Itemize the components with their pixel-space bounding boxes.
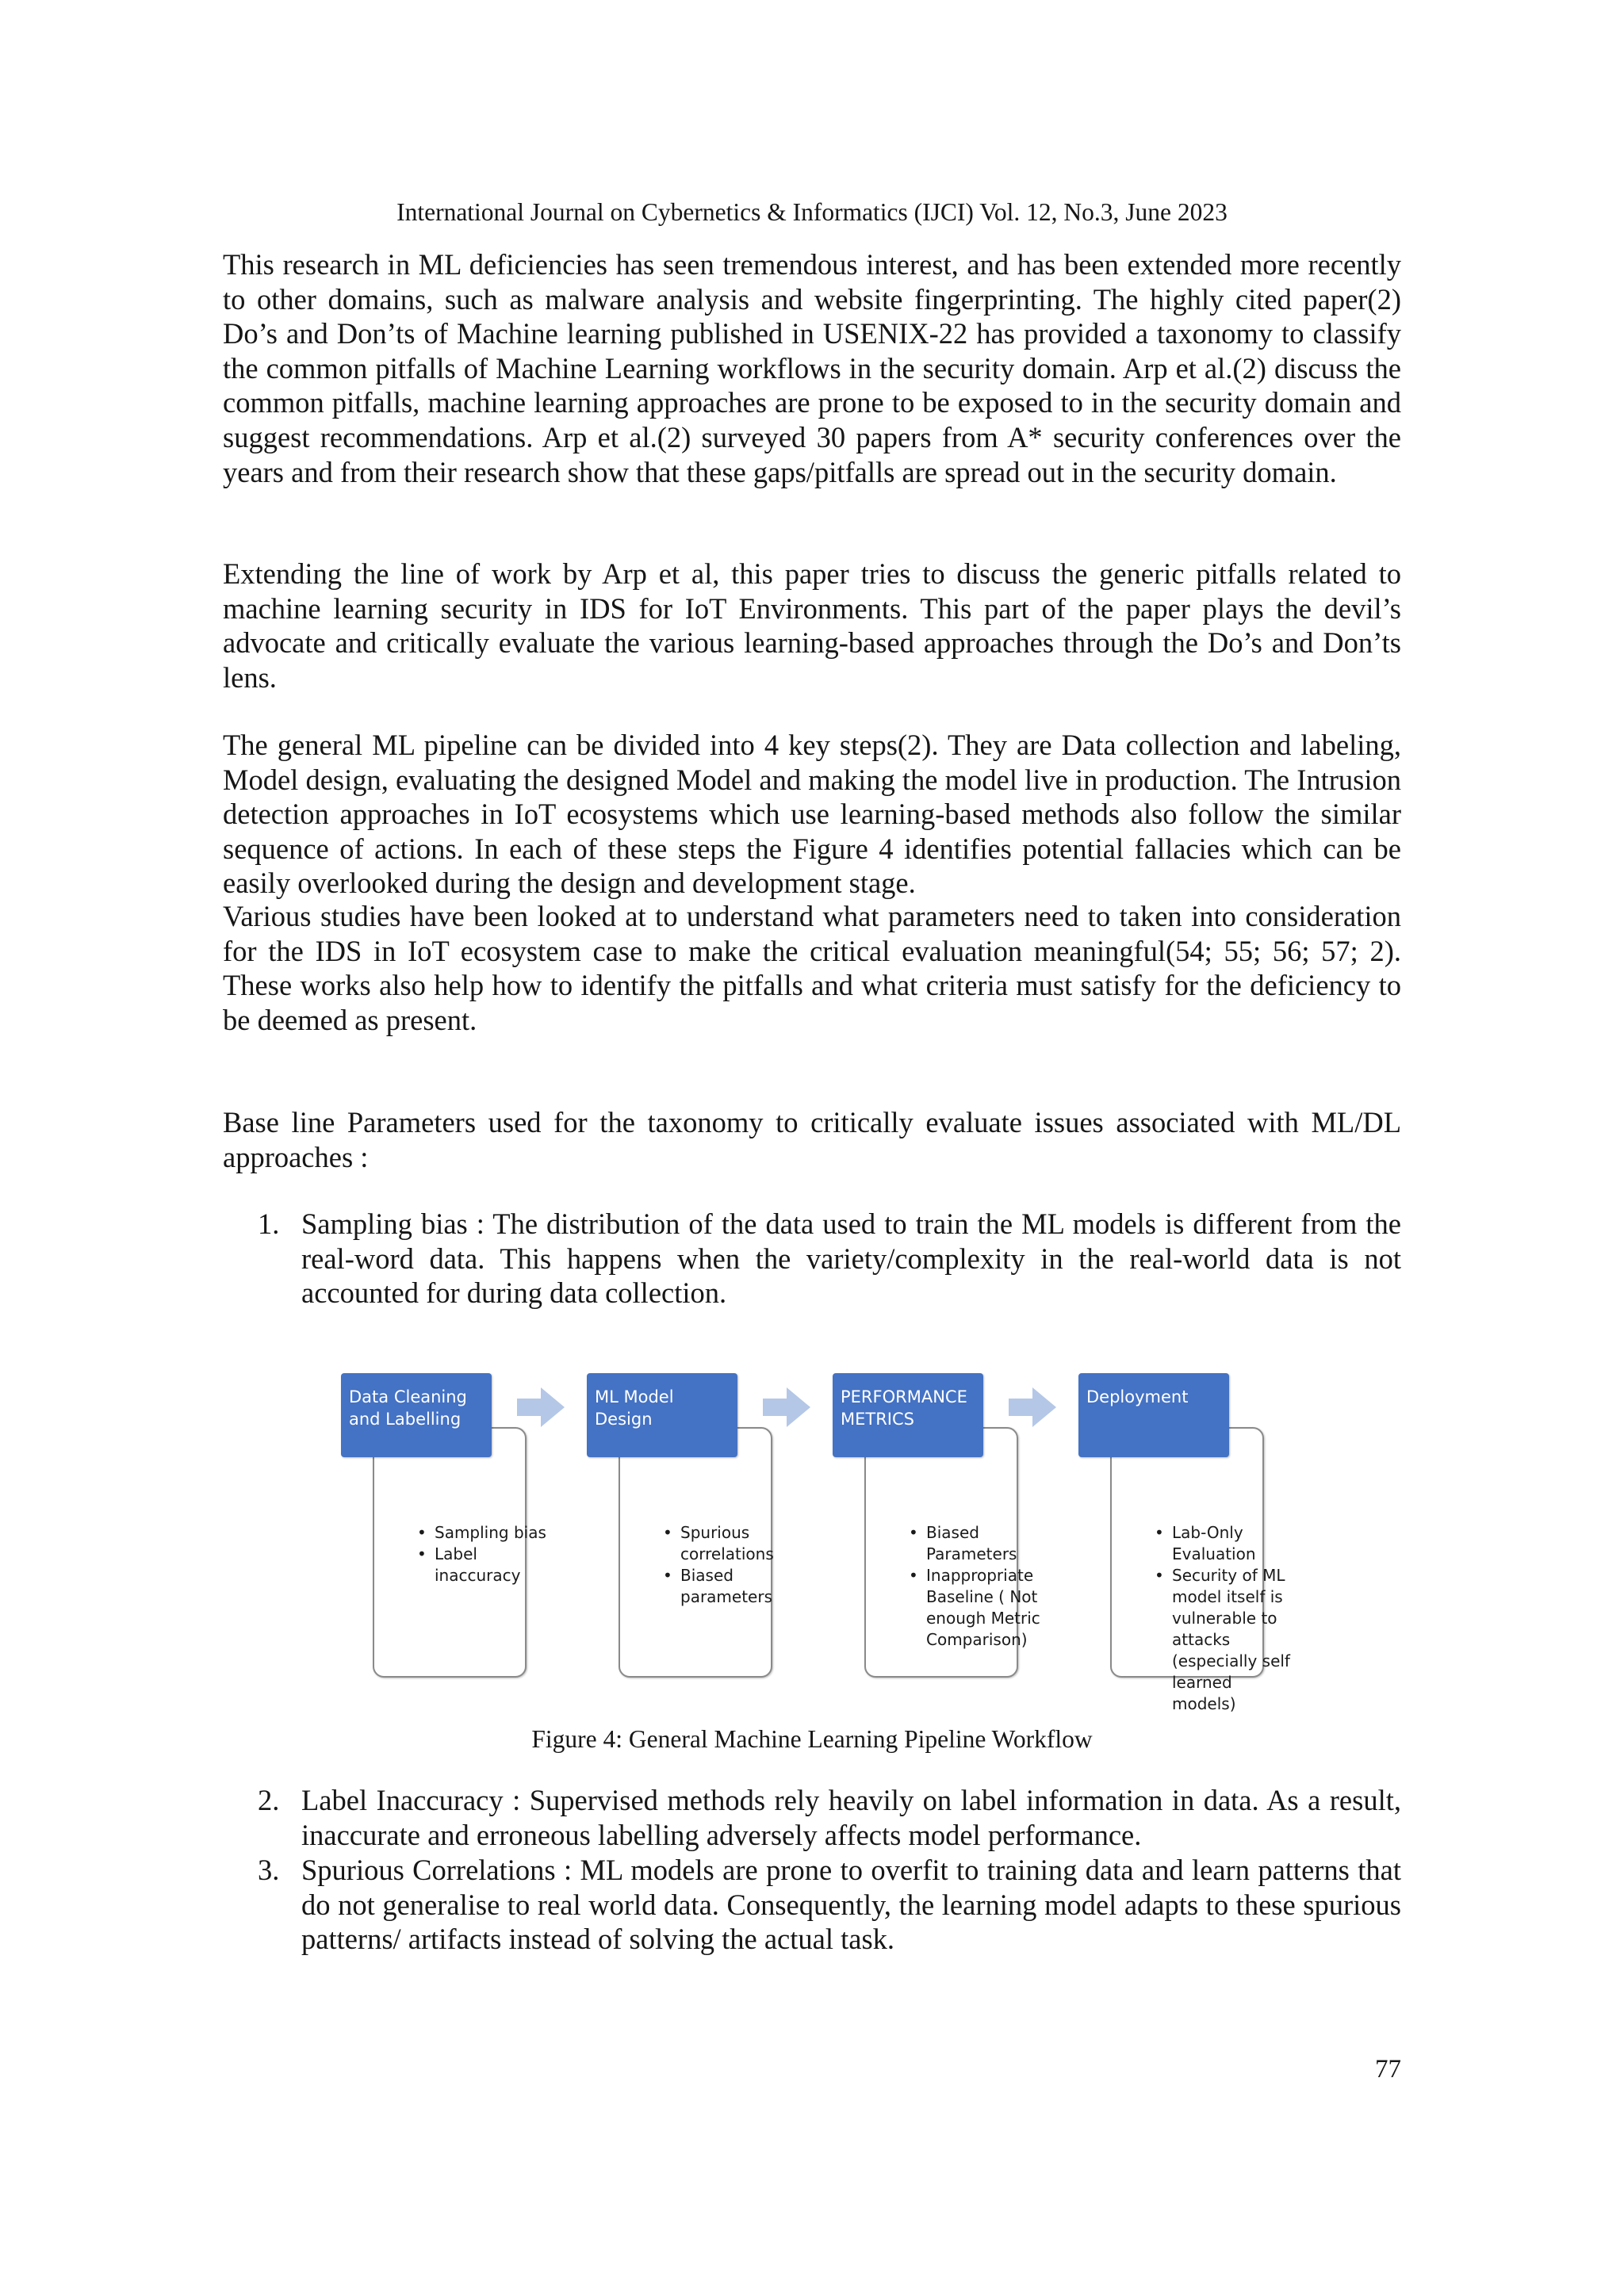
paragraph-3: The general ML pipeline can be divided into 4 key steps(2). They are Data collection and labeling, Model design, evaluating the designed Model and making the model live in production. The Intrusion detection approaches in IoT ecosystems which use learning-based methods also follow the similar sequence of actions. In each of these steps the Figure 4 identifies potential fallacies which can be easily overlooked during the design and development stage. bbox=[223, 729, 1401, 900]
stage-bullets bbox=[658, 1522, 799, 1608]
list-item-number: 2. bbox=[258, 1784, 280, 1816]
stage-title: Data Cleaning and Labelling bbox=[349, 1387, 467, 1429]
stage-title: ML Model Design bbox=[595, 1387, 674, 1429]
stage-card bbox=[619, 1427, 772, 1678]
list-item-number: 1. bbox=[258, 1207, 280, 1240]
stage-bullet: • Label inaccuracy bbox=[412, 1544, 553, 1586]
stage-title: Deployment bbox=[1086, 1387, 1189, 1406]
list-item-text: Sampling bias : The distribution of the data used to train the ML models is different from the real-word data. This happens when the variety/complexity in the real-world data is not accounted for during data collection. bbox=[301, 1207, 1401, 1310]
stage-bullet: • Security of ML model itself is vulnerable to attacks (especially self learned models) bbox=[1150, 1565, 1291, 1715]
figure-caption: Figure 4: General Machine Learning Pipeline Workflow bbox=[531, 1725, 1093, 1753]
stage-bullets bbox=[412, 1522, 553, 1586]
list-item-text: Label Inaccuracy : Supervised methods rely heavily on label information in data. As a result, inaccurate and erroneous labelling adversely affects model performance. bbox=[301, 1784, 1401, 1851]
arrow-right-icon bbox=[763, 1387, 810, 1427]
stage-bullets bbox=[904, 1522, 1045, 1651]
arrow-right-icon bbox=[517, 1387, 565, 1427]
stage-bullet: • Spurious correlations bbox=[658, 1522, 799, 1565]
list-item-number: 3. bbox=[258, 1854, 280, 1886]
stage-title: PERFORMANCE METRICS bbox=[841, 1387, 967, 1429]
stage-bullet: • Biased Parameters bbox=[904, 1522, 1045, 1565]
arrow-right-icon bbox=[1009, 1387, 1056, 1427]
pipeline-figure bbox=[341, 1365, 1290, 1713]
stage-bullet: • Lab-Only Evaluation bbox=[1150, 1522, 1291, 1565]
stage-card bbox=[864, 1427, 1040, 1678]
stage-bullets bbox=[1150, 1522, 1291, 1715]
page-number: 77 bbox=[1375, 2055, 1401, 2084]
list-item-text: Spurious Correlations : ML models are prone to overfit to training data and learn patterns that do not generalise to real world data. Consequently, the learning model adapts to these spurious patterns/ artifacts instead of solving the actual task. bbox=[301, 1854, 1401, 1956]
paragraph-1: This research in ML deficiencies has seen tremendous interest, and has been extended more recently to other domains, such as malware analysis and website fingerprinting. The highly cited paper(2) Do’s and Don’ts of Machine learning published in USENIX-22 has provided a taxonomy to classify the common pitfalls of Machine Learning workflows in the security domain. Arp et al.(2) discuss the common pitfalls, machine learning approaches are prone to be exposed to in the security domain and suggest recommendations. Arp et al.(2) surveyed 30 papers from A* security conferences over the years and from their research show that these gaps/pitfalls are spread out in the security domain. bbox=[223, 248, 1401, 488]
stage-card bbox=[373, 1427, 546, 1678]
stage-bullet: • Inappropriate Baseline ( Not enough Metric Comparison) bbox=[904, 1565, 1045, 1651]
stage-header bbox=[341, 1373, 492, 1457]
stage-header bbox=[587, 1373, 737, 1457]
stage-bullet: • Biased parameters bbox=[658, 1565, 799, 1608]
paragraph-2: Extending the line of work by Arp et al, this paper tries to discuss the generic pitfalls related to machine learning security in IDS for IoT Environments. This part of the paper plays the devil’s advocate and critically evaluate the various learning-based approaches through the Do’s and Don’ts lens. bbox=[223, 557, 1401, 694]
stage-bullet: • Sampling bias bbox=[412, 1522, 553, 1544]
stage-header bbox=[833, 1373, 983, 1457]
paragraph-5: Base line Parameters used for the taxonomy to critically evaluate issues associated with ML/DL approaches : bbox=[223, 1106, 1401, 1173]
running-header: International Journal on Cybernetics & Informatics (IJCI) Vol. 12, No.3, June 2023 bbox=[396, 198, 1228, 226]
paragraph-4: Various studies have been looked at to understand what parameters need to taken into consideration for the IDS in IoT ecosystem case to make the critical evaluation meaningful(54; 55; 56; 57; 2). These works also help how to identify the pitfalls and what criteria must satisfy for the deficiency to be deemed as present. bbox=[223, 900, 1401, 1036]
stage-header bbox=[1078, 1373, 1229, 1457]
stage-card bbox=[1110, 1427, 1290, 1713]
